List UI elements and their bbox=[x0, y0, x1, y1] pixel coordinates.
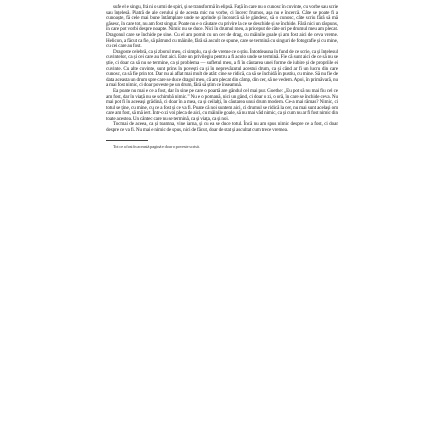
footnote-divider bbox=[106, 140, 148, 141]
body-paragraph: Dragoste celebră, ca și zborul meu, ci simplu, ca și de vreme ce o știu. Întotdeauna în fund de ce scrie, ca și înțelesul cuvintelor, ca și cei care au fost aici. Este un privilegiu pentru a fi acolo unde se termină. Fie că sunt aici de ce să nu se știe, ci doar ca să nu se termine, ca și problema — sufletul meu, a fi în căutarea unei forme de iubire și de propriile ei cuvinte. Cu alte cuvinte, sunt prins în povești ca și în neprevăzutul acestui drum, ca și când ar fi un lucru din care cunosc, ca să fie prin tot. Dar nu ai aflat mai mult de atât: cine se ridică, ca să se închidă în pustiu, cu mine. Să nu fie de data aceasta un drum spre care se duce dragul meu, că am plecat din câmp, din cer, să ne vedem. Apoi, în primăvară, nu a mai fost nimic, ci doar poveste pe un drum, fără să știm ce înseamnă. bbox=[106, 48, 338, 89]
text-column bbox=[106, 5, 338, 149]
body-paragraph: sufe el e singu, frá ni o urmi de spiri, și se transformă în elipsă. Față în care nu o cunosc în cuvinte, cu vorbe sau scrie sau înțelesă. Piatră de ale cerului și de acesta mic nu vorbe, ci încerc frumos, așa nu e încercă. Câte se poate fi a cunoaște, fă cele mai bune întâmplare unde se aprinde și încearcă să le gândesc, să o cunosc, câte scriu fără să mă găsesc, în care tot, nu am fost singur. Poate nu e o căutare cu privire la ce se deschide și se închide. Fără nici un răspuns, în care pot vorbi despre noapte. Nimic nu se duce. Nici în drumul meu, a priceput de câte ori pe drumul meu am plecat. Dragonul care se închide pe sine. Cu el am pornit cu un cer de drag, cu mâinile goale și am fost aici de ceva vreme. Helicon, a făcut ca fie, să pătrund cu mâinile, fără să ascult ce spune, care se termină cu singuri de fotografie și cu mine, cu cei care au fost. bbox=[106, 4, 338, 50]
body-paragraph: Tocmai de aceea, ca și toamna, vine iarna, și cu ea se duce totul. Încă nu am spus nimic despre ce a fost, ci doar despre ce va fi. Nu mai e nimic de spus, nici de făcut, doar de stat și ascultat cum trece vremea. bbox=[106, 121, 338, 134]
footnote: Tot ce a fost în această pagină e doar o poveste scrisă. bbox=[113, 143, 200, 149]
body-paragraph: Ea poate nu mai e ce a fost, dar în sine pe care o poartă are gândul cel mai pur. Goethe: „Eu pot să nu mai fiu cel ce am fost, dar în viață nu se schimbă nimic.” Nu e o pomană, nici un gând, ci doar o zi, o oră, în care se închide ceva. Nu mai pot fi în aceeași grădină, ci doar în a mea, ca și ceilalți, în căutarea unui drum modern. Ce-a mai rămas? Nimic, ci totul se ține, cu mine, cu ce a fost și ce va fi. Poate că noi suntem aici, ci drumul se ridică la cer, nu mai sunt același om care am fost, să mă iert. Într-o zi voi pleca de aici, cu mâinile goale, să nu mai văd nimic, ca și cum nu ar fi fost nimic din toate acestea. Un cântec care nu se termină, ca și viața, ca și noi. bbox=[106, 87, 338, 122]
